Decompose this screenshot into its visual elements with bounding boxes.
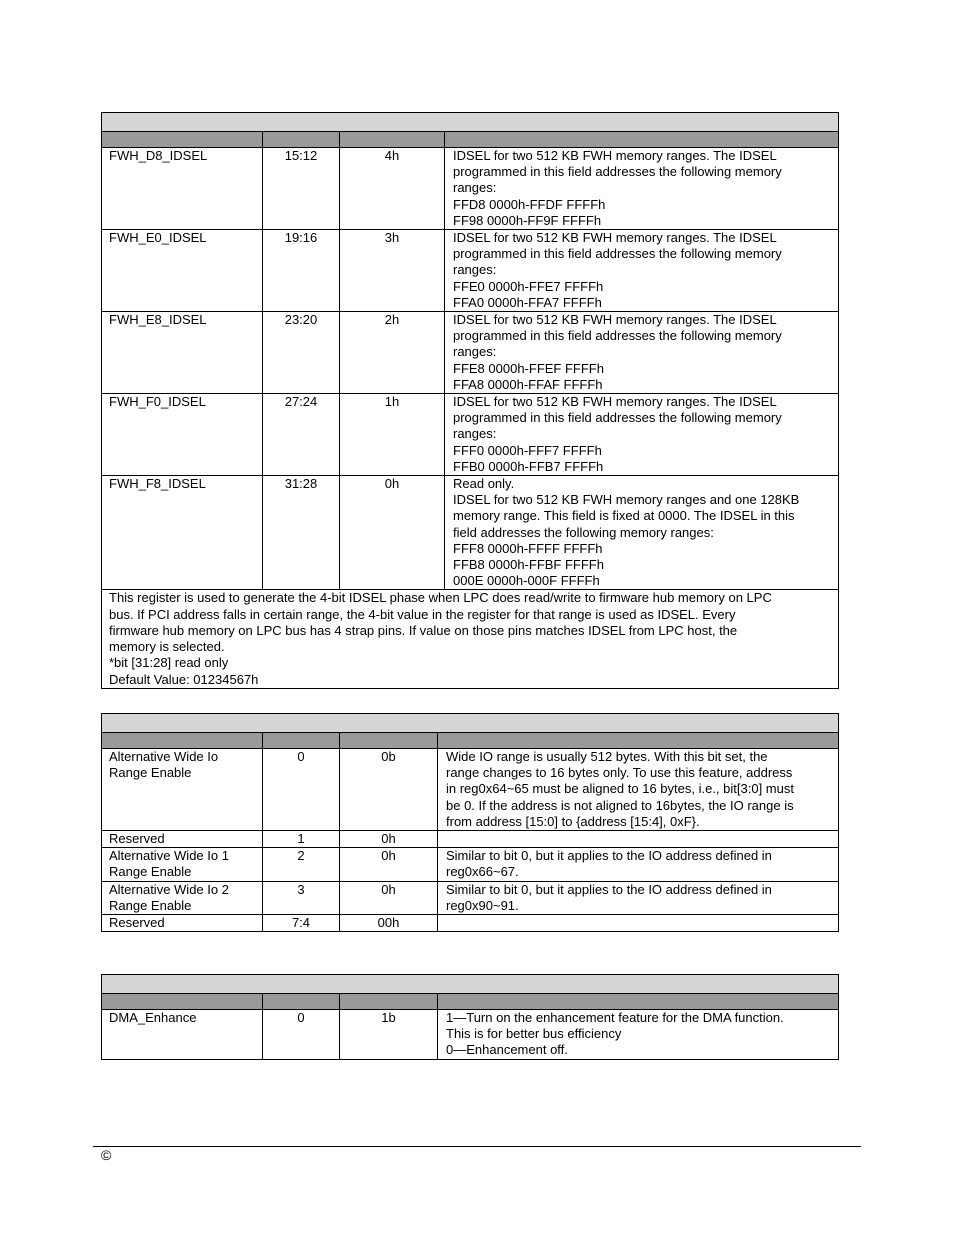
fwh-idsel-register-table	[101, 112, 839, 689]
description	[438, 831, 839, 848]
default-value: 0h	[340, 881, 438, 914]
bits: 3	[263, 881, 340, 914]
description: Similar to bit 0, but it applies to the IO address defined in reg0x66~67.	[438, 848, 839, 881]
field-name: FWH_E8_IDSEL	[102, 312, 263, 394]
field-name: Alternative Wide Io 1 Range Enable	[102, 848, 263, 881]
field-name: FWH_E0_IDSEL	[102, 230, 263, 312]
table-header-row	[102, 733, 839, 749]
default-value: 00h	[340, 915, 438, 932]
default-value: 0b	[340, 749, 438, 831]
description: Wide IO range is usually 512 bytes. With this bit set, the range changes to 16 bytes only. To use this feature, address in reg0x64~65 must be aligned to 16 bytes, i.e., bit[3:0] must be 0. If the address is not aligned to 16bytes, the IO range is from address [15:0] to {address [15:4], 0xF}.	[438, 749, 839, 831]
description: IDSEL for two 512 KB FWH memory ranges. The IDSEL programmed in this field addresses the following memory ranges: FFE0 0000h-FFE7 FFFFh FFA0 0000h-FFA7 FFFFh	[445, 230, 839, 312]
bits: 7:4	[263, 915, 340, 932]
field-name: FWH_F8_IDSEL	[102, 476, 263, 590]
description: IDSEL for two 512 KB FWH memory ranges. The IDSEL programmed in this field addresses the following memory ranges: FFD8 0000h-FFDF FFFFh FF98 0000h-FF9F FFFFh	[445, 148, 839, 230]
bits: 0	[263, 1010, 340, 1060]
description	[438, 915, 839, 932]
dma-enhance-register-table	[101, 974, 839, 1060]
table-row	[102, 394, 839, 476]
bits: 1	[263, 831, 340, 848]
table-header-row	[102, 994, 839, 1010]
default-value: 3h	[340, 230, 445, 312]
default-value: 4h	[340, 148, 445, 230]
table-row	[102, 476, 839, 590]
default-value: 0h	[340, 831, 438, 848]
table-header-row	[102, 132, 839, 148]
register-notes: This register is used to generate the 4-bit IDSEL phase when LPC does read/write to firmware hub memory on LPC bus. If PCI address falls in certain range, the 4-bit value in the register for that range is used as IDSEL. Every firmware hub memory on LPC bus has 4 strap pins. If value on those pins matches IDSEL from LPC host, the memory is selected. *bit [31:28] read only Default Value: 01234567h	[102, 590, 839, 688]
footer-divider	[93, 1146, 861, 1147]
field-name: Reserved	[102, 915, 263, 932]
default-value: 1b	[340, 1010, 438, 1060]
default-value: 2h	[340, 312, 445, 394]
table-row	[102, 848, 839, 881]
table-row	[102, 749, 839, 831]
description: IDSEL for two 512 KB FWH memory ranges. The IDSEL programmed in this field addresses the following memory ranges: FFE8 0000h-FFEF FFFFh FFA8 0000h-FFAF FFFFh	[445, 312, 839, 394]
table-title-bar	[102, 975, 839, 994]
bits: 23:20	[263, 312, 340, 394]
description: Similar to bit 0, but it applies to the IO address defined in reg0x90~91.	[438, 881, 839, 914]
table-row	[102, 148, 839, 230]
table-row	[102, 1010, 839, 1060]
field-name: FWH_F0_IDSEL	[102, 394, 263, 476]
table-row	[102, 831, 839, 848]
description: 1—Turn on the enhancement feature for the DMA function. This is for better bus efficiency 0—Enhancement off.	[438, 1010, 839, 1060]
table-row	[102, 312, 839, 394]
bits: 19:16	[263, 230, 340, 312]
copyright-symbol: ©	[101, 1147, 112, 1163]
table-row	[102, 915, 839, 932]
bits: 31:28	[263, 476, 340, 590]
field-name: Reserved	[102, 831, 263, 848]
description: Read only. IDSEL for two 512 KB FWH memory ranges and one 128KB memory range. This field is fixed at 0000. The IDSEL in this field addresses the following memory ranges: FFF8 0000h-FFFF FFFFh FFB8 0000h-FFBF FFFFh 000E 0000h-000F FFFFh	[445, 476, 839, 590]
field-name: Alternative Wide Io Range Enable	[102, 749, 263, 831]
description: IDSEL for two 512 KB FWH memory ranges. The IDSEL programmed in this field addresses the following memory ranges: FFF0 0000h-FFF7 FFFFh FFB0 0000h-FFB7 FFFFh	[445, 394, 839, 476]
bits: 0	[263, 749, 340, 831]
bits: 27:24	[263, 394, 340, 476]
default-value: 0h	[340, 476, 445, 590]
default-value: 0h	[340, 848, 438, 881]
bits: 15:12	[263, 148, 340, 230]
register-notes-row	[102, 590, 839, 688]
table-row	[102, 881, 839, 914]
field-name: DMA_Enhance	[102, 1010, 263, 1060]
table-row	[102, 230, 839, 312]
field-name: Alternative Wide Io 2 Range Enable	[102, 881, 263, 914]
alternative-wide-io-register-table	[101, 713, 839, 932]
field-name: FWH_D8_IDSEL	[102, 148, 263, 230]
table-title-bar	[102, 113, 839, 132]
default-value: 1h	[340, 394, 445, 476]
table-title-bar	[102, 714, 839, 733]
bits: 2	[263, 848, 340, 881]
